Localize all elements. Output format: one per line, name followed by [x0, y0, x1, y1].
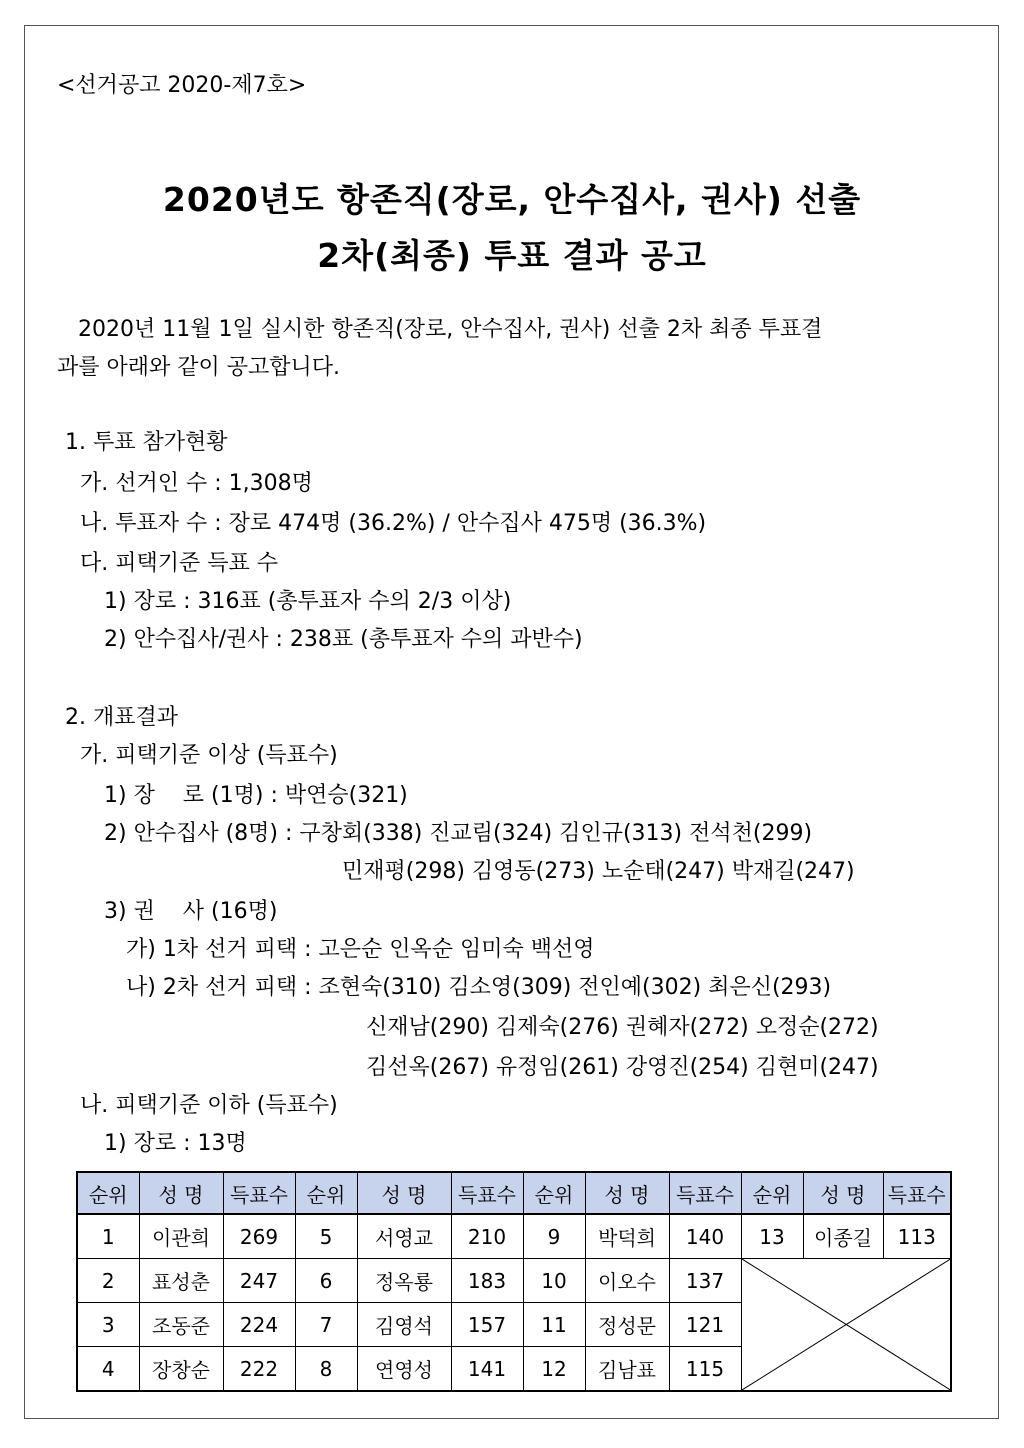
table-cell: 정옥룡 — [357, 1259, 451, 1303]
page-title-line2: 2차(최종) 투표 결과 공고 — [317, 236, 707, 275]
table-cell: 5 — [295, 1214, 357, 1259]
col-header: 득표수 — [223, 1172, 295, 1214]
notice-number: <선거공고 2020-제7호> — [57, 73, 307, 98]
turnout: 나. 투표자 수 : 장로 474명 (36.2%) / 안수집사 475명 (36.3%) — [80, 511, 707, 536]
table-row — [77, 1214, 951, 1259]
intro-text-line2: 과를 아래와 같이 공고합니다. — [57, 355, 340, 380]
intro-text-line1: 2020년 11월 1일 실시한 항존직(장로, 안수집사, 권사) 선출 2차 최종 투표결 — [78, 317, 823, 342]
col-header: 순위 — [295, 1172, 357, 1214]
col-header: 성 명 — [139, 1172, 223, 1214]
table-cell: 김남표 — [585, 1347, 669, 1392]
kwonsa-first-round: 가) 1차 선거 피택 : 고은순 인옥순 임미숙 백선영 — [126, 937, 595, 962]
table-row — [77, 1259, 951, 1303]
col-header: 성 명 — [585, 1172, 669, 1214]
table-cell: 183 — [451, 1259, 523, 1303]
table-cell: 이종길 — [803, 1214, 883, 1259]
table-cell: 3 — [77, 1303, 139, 1347]
voter-count: 가. 선거인 수 : 1,308명 — [80, 471, 313, 496]
section1-heading: 1. 투표 참가현황 — [65, 430, 228, 455]
table-cell: 247 — [223, 1259, 295, 1303]
col-header: 순위 — [77, 1172, 139, 1214]
table-cell: 269 — [223, 1214, 295, 1259]
table-cell: 연영성 — [357, 1347, 451, 1392]
table-cell: 9 — [523, 1214, 585, 1259]
cross-out-mark — [742, 1259, 951, 1390]
table-cell: 11 — [523, 1303, 585, 1347]
table-cell: 6 — [295, 1259, 357, 1303]
table-cell: 115 — [669, 1347, 741, 1392]
col-header: 순위 — [523, 1172, 585, 1214]
above-threshold-heading: 가. 피택기준 이상 (득표수) — [80, 743, 338, 768]
empty-crossed-cell — [741, 1259, 951, 1392]
table-cell: 13 — [741, 1214, 803, 1259]
threshold-elder: 1) 장로 : 316표 (총투표자 수의 2/3 이상) — [104, 589, 512, 614]
col-header: 득표수 — [669, 1172, 741, 1214]
table-cell: 113 — [883, 1214, 951, 1259]
results-table — [76, 1171, 952, 1392]
col-header: 성 명 — [357, 1172, 451, 1214]
col-header: 득표수 — [883, 1172, 951, 1214]
table-cell: 12 — [523, 1347, 585, 1392]
kwonsa-second-round: 나) 2차 선거 피택 : 조현숙(310) 김소영(309) 전인예(302) 최은신(293) — [126, 975, 832, 1000]
table-cell: 이관희 — [139, 1214, 223, 1259]
table-cell: 표성춘 — [139, 1259, 223, 1303]
threshold-heading: 다. 피택기준 득표 수 — [80, 551, 278, 576]
section2-heading: 2. 개표결과 — [65, 705, 178, 730]
table-cell: 140 — [669, 1214, 741, 1259]
table-cell: 정성문 — [585, 1303, 669, 1347]
col-header: 순위 — [741, 1172, 803, 1214]
table-cell: 장창순 — [139, 1347, 223, 1392]
table-cell: 1 — [77, 1214, 139, 1259]
table-cell: 김영석 — [357, 1303, 451, 1347]
table-cell: 서영교 — [357, 1214, 451, 1259]
table-cell: 121 — [669, 1303, 741, 1347]
table-cell: 141 — [451, 1347, 523, 1392]
table-cell: 157 — [451, 1303, 523, 1347]
table-cell: 8 — [295, 1347, 357, 1392]
below-threshold-elder: 1) 장로 : 13명 — [104, 1131, 247, 1156]
kwonsa-second-round-cont1: 신재남(290) 김제숙(276) 권혜자(272) 오정순(272) — [366, 1015, 879, 1040]
elected-kwonsa-heading: 3) 권 사 (16명) — [104, 899, 278, 924]
table-cell: 224 — [223, 1303, 295, 1347]
table-cell: 4 — [77, 1347, 139, 1392]
kwonsa-second-round-cont2: 김선옥(267) 유정임(261) 강영진(254) 김현미(247) — [366, 1055, 879, 1080]
table-header-row — [77, 1172, 951, 1214]
col-header: 득표수 — [451, 1172, 523, 1214]
col-header: 성 명 — [803, 1172, 883, 1214]
table-cell: 조동준 — [139, 1303, 223, 1347]
table-cell: 210 — [451, 1214, 523, 1259]
elected-deacon: 2) 안수집사 (8명) : 구창회(338) 진교림(324) 김인규(313) 전석천(299) — [104, 821, 813, 846]
table-cell: 이오수 — [585, 1259, 669, 1303]
page-title-line1: 2020년도 항존직(장로, 안수집사, 권사) 선출 — [162, 180, 862, 219]
table-cell: 222 — [223, 1347, 295, 1392]
table-cell: 2 — [77, 1259, 139, 1303]
below-threshold-heading: 나. 피택기준 이하 (득표수) — [80, 1093, 338, 1118]
threshold-deacon: 2) 안수집사/권사 : 238표 (총투표자 수의 과반수) — [104, 627, 583, 652]
table-cell: 박덕희 — [585, 1214, 669, 1259]
elected-elder: 1) 장 로 (1명) : 박연승(321) — [104, 783, 408, 808]
table-cell: 7 — [295, 1303, 357, 1347]
elected-deacon-cont: 민재평(298) 김영동(273) 노순태(247) 박재길(247) — [342, 859, 855, 884]
table-cell: 10 — [523, 1259, 585, 1303]
table-cell: 137 — [669, 1259, 741, 1303]
